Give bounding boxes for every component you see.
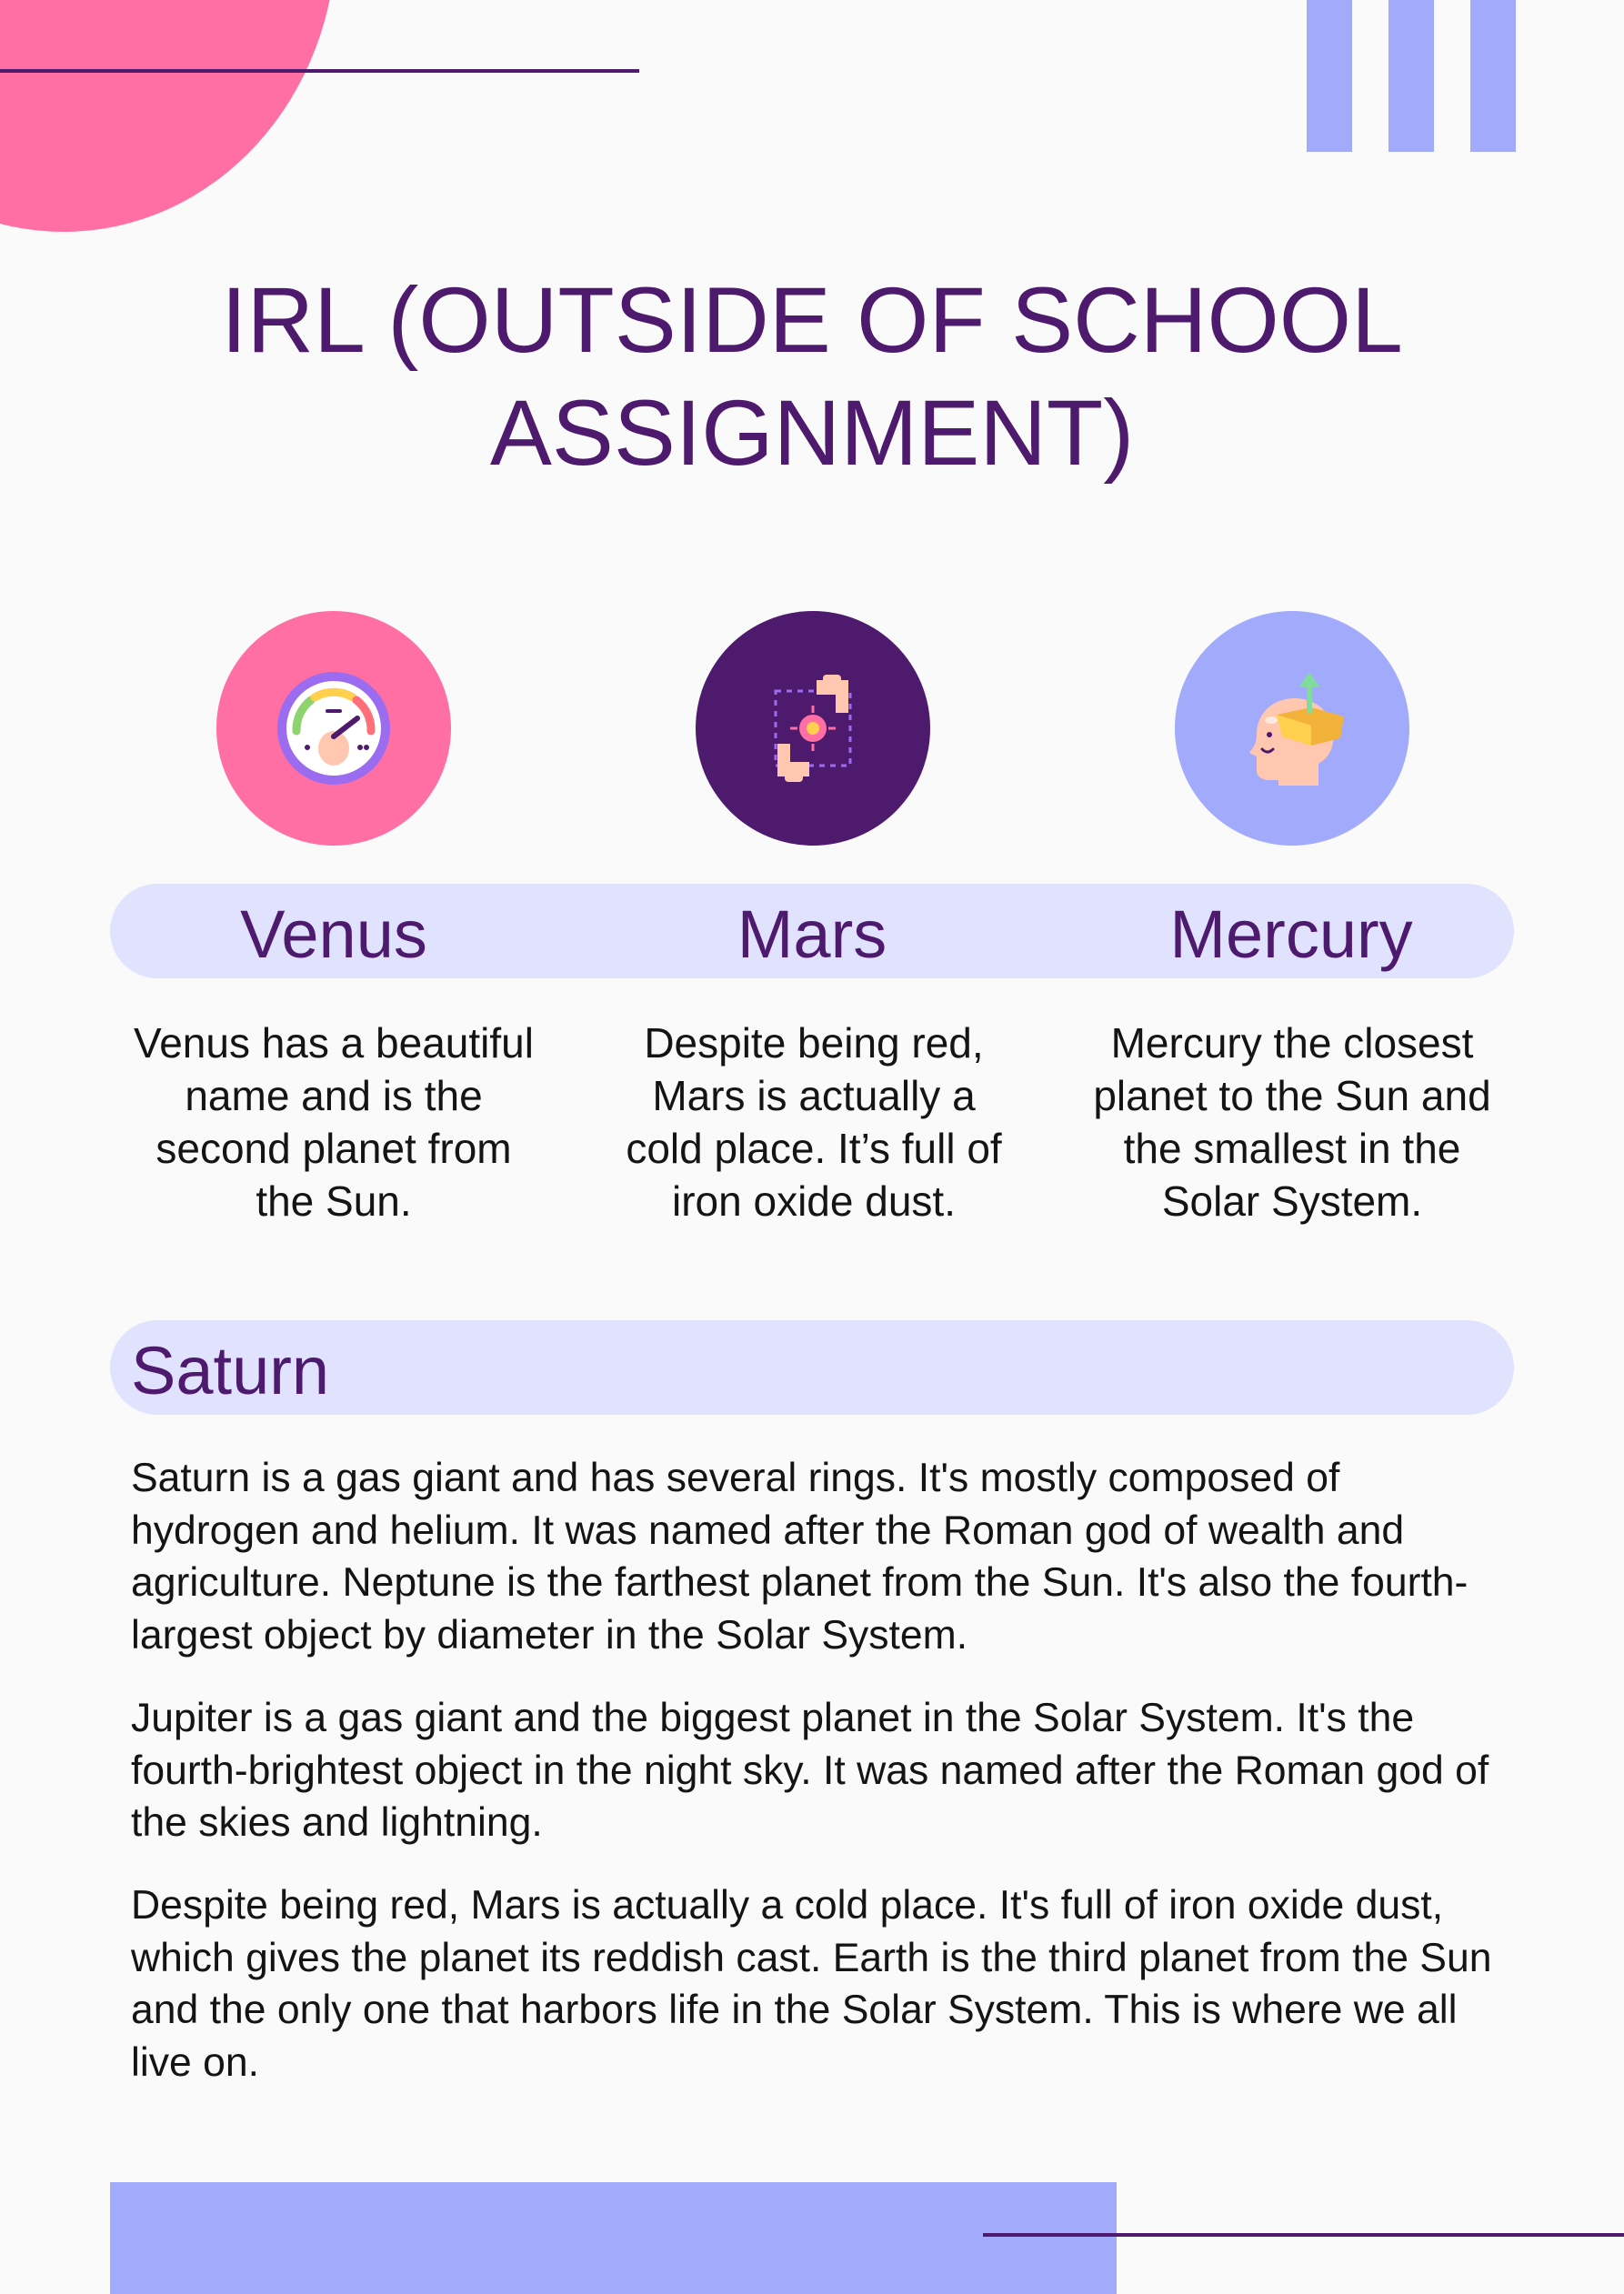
jupiter-paragraph: Jupiter is a gas giant and the biggest planet in the Solar System. It's the fourth-brightest object in the night sky. It was named after the Roman god of the skies and lightning. xyxy=(131,1696,1489,1845)
mars-earth-paragraph: Despite being red, Mars is actually a cold place. It's full of iron oxide dust, which gives the planet its reddish cast. Earth is the third planet from the Sun and the only one that harbors life in the Solar System. This is where we all live on. xyxy=(131,1883,1492,2085)
saturn-paragraph: Saturn is a gas giant and has several rings. It's mostly composed of hydrogen and helium. It was named after the Roman god of wealth and agriculture. Neptune is the farthest planet from the Sun. It's also the fourth-largest object by diameter in the Solar System. xyxy=(131,1456,1469,1658)
top-divider-line xyxy=(0,69,639,73)
saturn-heading: Saturn xyxy=(131,1333,330,1408)
mars-icon-circle xyxy=(696,611,930,846)
pink-circle-decoration xyxy=(0,0,336,232)
venus-description: Venus has a beautiful name and is the second planet from the Sun. xyxy=(134,1019,534,1225)
venus-icon-circle xyxy=(216,611,451,846)
mars-heading: Mars xyxy=(737,897,887,972)
mercury-icon-circle xyxy=(1175,611,1409,846)
mercury-description: Mercury the closest planet to the Sun and the smallest in the Solar System. xyxy=(1093,1019,1491,1225)
decor-bar-2 xyxy=(1388,0,1434,152)
decor-bar-3 xyxy=(1470,0,1516,152)
decor-bar-1 xyxy=(1307,0,1352,152)
head-box-idea-icon xyxy=(1175,611,1409,846)
venus-heading: Venus xyxy=(240,897,427,972)
mars-description: Despite being red, Mars is actually a cold place. It’s full of iron oxide dust. xyxy=(626,1019,1002,1225)
page-title: IRL (OUTSIDE OF SCHOOL ASSIGNMENT) xyxy=(221,268,1403,485)
bottom-block-decoration xyxy=(110,2182,1117,2294)
focus-frame-icon xyxy=(696,611,930,846)
gauge-icon xyxy=(216,611,451,846)
mercury-heading: Mercury xyxy=(1169,897,1413,972)
bottom-divider-line xyxy=(983,2233,1624,2237)
